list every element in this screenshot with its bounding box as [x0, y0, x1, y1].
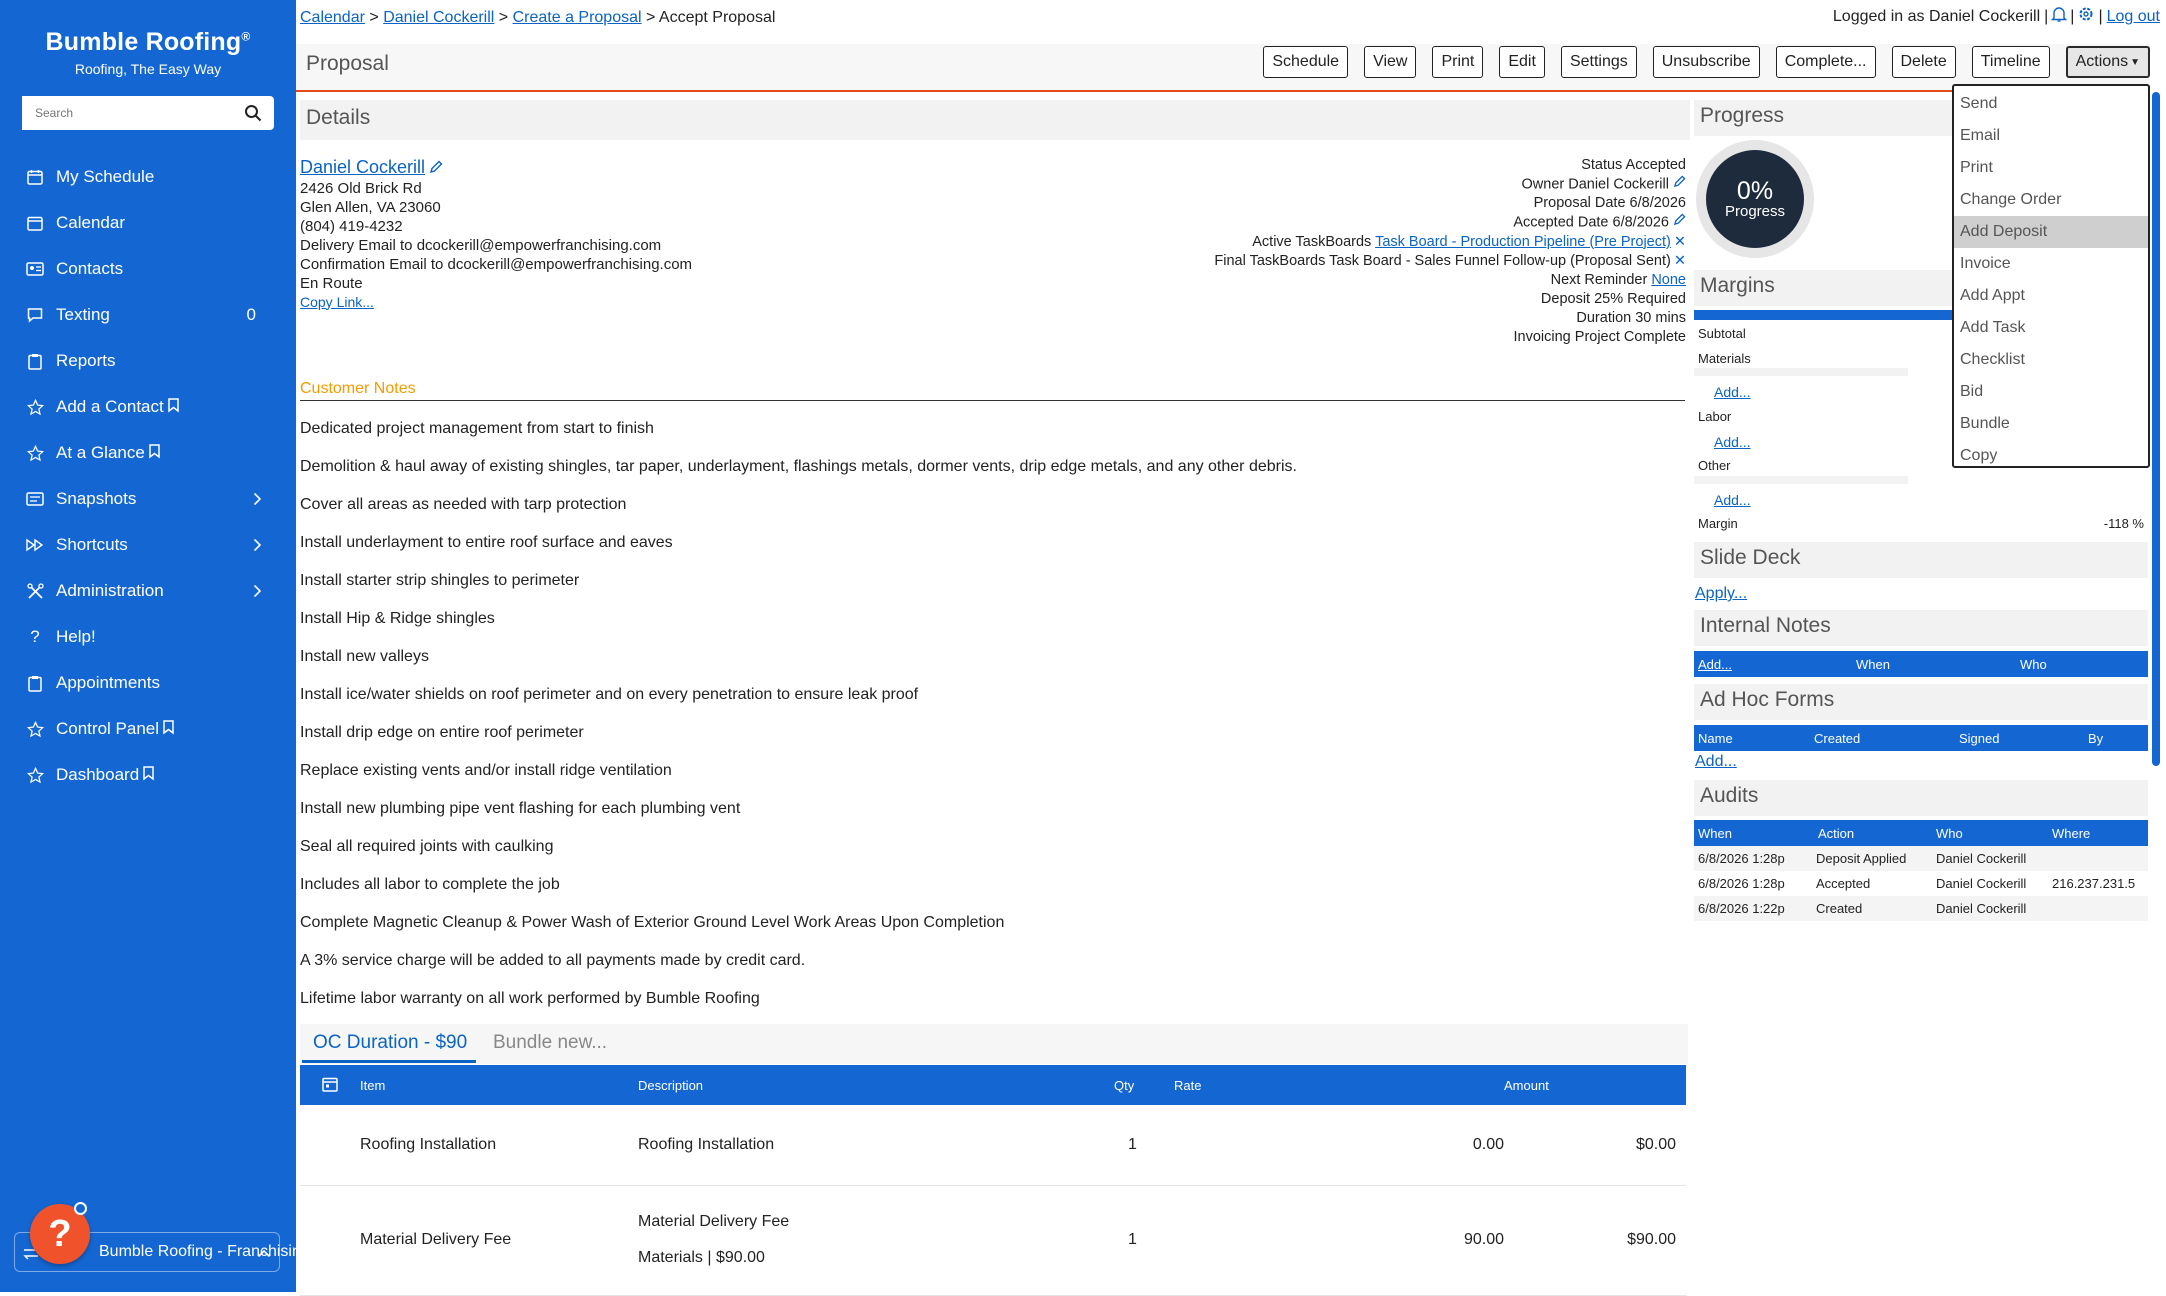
- proposal-date: Proposal Date 6/8/2026: [1533, 195, 1686, 212]
- delete-button[interactable]: Delete: [1892, 46, 1956, 78]
- breadcrumb-separator: >: [369, 9, 379, 26]
- bookmark-icon: [168, 397, 179, 417]
- audit-who: Daniel Cockerill: [1936, 876, 2027, 891]
- tab-bundle-new[interactable]: Bundle new...: [493, 1032, 608, 1053]
- item-rate: 90.00: [1174, 1185, 1504, 1295]
- calendar-check-icon: [26, 168, 44, 186]
- menu-item-change-order[interactable]: Change Order: [1960, 191, 2062, 208]
- column-header-description[interactable]: Description: [638, 1077, 704, 1093]
- item-name: Material Delivery Fee: [360, 1185, 638, 1295]
- sidebar-item-label: Snapshots: [56, 489, 137, 508]
- page-header: [296, 44, 2150, 92]
- actions-dropdown-menu: [1952, 84, 2150, 468]
- margin-value: -118 %: [2103, 516, 2144, 531]
- item-qty: 1: [1114, 1105, 1174, 1185]
- copy-link[interactable]: Copy Link...: [300, 293, 374, 310]
- column-header-created: Created: [1814, 731, 1861, 746]
- item-amount: $0.00: [1504, 1105, 1686, 1185]
- column-header-amount[interactable]: Amount: [1504, 1077, 1549, 1093]
- ad-hoc-forms-title: Ad Hoc Forms: [1694, 684, 2148, 720]
- margin-bar: [1694, 310, 1954, 320]
- audit-where: 216.237.231.5: [2052, 876, 2136, 891]
- sidebar-item-label: Appointments: [56, 673, 160, 692]
- search-icon[interactable]: [244, 104, 262, 127]
- margin-materials-label: Materials: [1698, 351, 1751, 366]
- column-header-rate[interactable]: Rate: [1174, 1077, 1202, 1093]
- forward-icon: [26, 536, 44, 554]
- breadcrumb-contact[interactable]: Daniel Cockerill: [383, 9, 495, 26]
- menu-item-add-task[interactable]: Add Task: [1960, 319, 2026, 336]
- schedule-button[interactable]: Schedule: [1263, 46, 1348, 78]
- settings-button[interactable]: Settings: [1561, 46, 1637, 78]
- sidebar-item-reports[interactable]: [0, 338, 296, 384]
- audit-action: Accepted: [1816, 876, 1871, 891]
- progress-indicator: [1706, 150, 1804, 248]
- audit-who: Daniel Cockerill: [1936, 851, 2027, 866]
- clipboard-icon: [26, 352, 44, 370]
- sidebar-item-label: At a Glance: [56, 443, 145, 462]
- progress-value: 0%: [1736, 176, 1774, 205]
- actions-button-label: Actions: [2075, 53, 2129, 70]
- sidebar-item-label: Add a Contact: [56, 397, 164, 416]
- divider: [300, 400, 1685, 401]
- audit-action: Created: [1816, 901, 1863, 916]
- confirmation-email: Confirmation Email to dcockerill@empowerfranchising.com: [300, 255, 693, 273]
- sidebar-item-help[interactable]: [0, 614, 296, 660]
- internal-notes-header: [1694, 651, 2148, 677]
- breadcrumb-calendar[interactable]: Calendar: [300, 9, 365, 26]
- help-bubble-label: ?: [48, 1212, 72, 1255]
- line-items-table: [300, 1065, 1686, 1296]
- search-input[interactable]: [22, 96, 232, 130]
- column-header-item[interactable]: Item: [360, 1077, 386, 1093]
- audit-row: [1694, 871, 2148, 896]
- menu-item-bundle[interactable]: Bundle: [1960, 415, 2010, 432]
- sidebar-item-label: Help!: [56, 627, 96, 646]
- brand-name: Bumble Roofing: [45, 28, 242, 56]
- note-item: Demolition & haul away of existing shingles, tar paper, underlayment, flashings metals, dormer vents, drip edge metals, and any other debris.: [300, 458, 1297, 475]
- sidebar-item-administration[interactable]: [0, 568, 296, 614]
- item-name: Roofing Installation: [360, 1105, 638, 1185]
- calendar-icon: [26, 214, 44, 232]
- progress-label: Progress: [1724, 202, 1786, 220]
- sidebar-item-label: Calendar: [56, 213, 125, 232]
- add-ad-hoc-form-link[interactable]: Add...: [1695, 753, 1737, 770]
- audit-row: [1694, 846, 2148, 871]
- details-section-title: Details: [300, 100, 1690, 140]
- column-header-by: By: [2088, 731, 2104, 746]
- chevron-right-icon: [253, 583, 262, 603]
- note-item: Install underlayment to entire roof surface and eaves: [300, 534, 673, 551]
- audit-when: 6/8/2026 1:28p: [1698, 851, 1785, 866]
- active-taskboard-link[interactable]: Task Board - Production Pipeline (Pre Project): [1375, 233, 1671, 250]
- bookmark-icon: [163, 719, 174, 739]
- note-item: Install starter strip shingles to perimeter: [300, 572, 580, 589]
- camera-icon: [26, 490, 44, 508]
- tools-icon: [26, 582, 44, 600]
- breadcrumb-create-proposal[interactable]: Create a Proposal: [512, 9, 642, 26]
- item-qty: 1: [1114, 1185, 1174, 1295]
- menu-item-copy[interactable]: Copy: [1960, 447, 1998, 464]
- breadcrumb-current: Accept Proposal: [658, 9, 776, 26]
- sidebar-item-texting[interactable]: [0, 292, 296, 338]
- menu-item-send[interactable]: Send: [1960, 95, 1998, 112]
- actions-button[interactable]: [2066, 46, 2150, 78]
- column-header-name: Name: [1698, 731, 1733, 746]
- sidebar-item-label: Reports: [56, 351, 116, 370]
- sidebar-item-label: Control Panel: [56, 719, 160, 738]
- slide-deck-title: Slide Deck: [1694, 542, 2148, 578]
- item-description-detail: Materials | $90.00: [638, 1249, 765, 1266]
- logged-in-text: Logged in as Daniel Cockerill: [1832, 7, 2041, 25]
- complete-button[interactable]: Complete...: [1776, 46, 1876, 78]
- column-header-when: When: [1856, 657, 1890, 672]
- question-icon: ?: [30, 627, 40, 646]
- column-header-where: Where: [2052, 826, 2091, 841]
- sidebar-item-dashboard[interactable]: [0, 752, 296, 798]
- timeline-button[interactable]: Timeline: [1972, 46, 2050, 78]
- ad-hoc-forms-header: [1694, 725, 2148, 751]
- sidebar-item-my-schedule[interactable]: [0, 154, 296, 200]
- sidebar-item-label: Texting: [56, 305, 110, 324]
- login-separator: |: [2098, 7, 2103, 25]
- gear-icon[interactable]: [2078, 6, 2094, 27]
- bundle-tabs: [300, 1024, 1688, 1064]
- sidebar-item-add-a-contact[interactable]: [0, 384, 296, 430]
- audit-when: 6/8/2026 1:28p: [1698, 876, 1785, 891]
- pencil-icon[interactable]: [1673, 213, 1686, 232]
- item-description: Roofing Installation: [638, 1105, 1114, 1185]
- print-button[interactable]: Print: [1432, 46, 1483, 78]
- contact-card-icon: [26, 260, 44, 278]
- margins-section-title: Margins: [1694, 270, 2148, 306]
- edit-button[interactable]: Edit: [1499, 46, 1545, 78]
- toolbar: [1263, 46, 2150, 78]
- chevron-right-icon: [253, 491, 262, 511]
- sidebar-item-label: My Schedule: [56, 167, 155, 186]
- slide-deck-apply-link[interactable]: Apply...: [1695, 585, 1748, 602]
- customer-phone: (804) 419-4232: [300, 217, 403, 235]
- chevron-right-icon: [253, 537, 262, 557]
- margin-label: Margin: [1698, 516, 1738, 531]
- margin-labor-label: Labor: [1698, 409, 1732, 424]
- sidebar-search: [22, 96, 274, 130]
- note-item: Install new plumbing pipe vent flashing for each plumbing vent: [300, 800, 741, 817]
- column-header-when: When: [1698, 826, 1732, 841]
- internal-notes-title: Internal Notes: [1694, 610, 2148, 646]
- margin-row-bg: [1694, 476, 1908, 484]
- caret-down-icon: ▼: [2130, 56, 2140, 68]
- sidebar-nav: [0, 154, 296, 798]
- add-materials-link[interactable]: Add...: [1714, 384, 1751, 400]
- note-item: Lifetime labor warranty on all work performed by Bumble Roofing: [300, 990, 760, 1007]
- texting-count-badge: 0: [246, 305, 256, 324]
- add-labor-link[interactable]: Add...: [1714, 434, 1751, 450]
- brand-registered-mark: ®: [241, 29, 251, 44]
- brand-tagline: Roofing, The Easy Way: [74, 61, 222, 77]
- accepted-date: Accepted Date 6/8/2026: [1513, 214, 1669, 231]
- login-separator: |: [2070, 7, 2075, 25]
- page-title: Proposal: [306, 52, 389, 75]
- column-header-who: Who: [1936, 826, 1963, 841]
- audit-row: [1694, 896, 2148, 921]
- customer-info: [300, 158, 692, 312]
- login-separator: |: [2044, 7, 2049, 25]
- tab-oc-duration[interactable]: OC Duration - $90: [302, 1032, 476, 1063]
- margin-row-bg: [1694, 368, 1908, 376]
- audits-header: [1694, 820, 2148, 846]
- calendar-icon[interactable]: [322, 1080, 338, 1095]
- customer-address-line2: Glen Allen, VA 23060: [300, 198, 441, 216]
- customer-notes-label: Customer Notes: [300, 380, 416, 397]
- help-notification-dot: [74, 1202, 87, 1215]
- column-header-qty[interactable]: Qty: [1114, 1077, 1135, 1093]
- column-header-signed: Signed: [1959, 731, 2000, 746]
- proposal-status: Status Accepted: [1581, 157, 1686, 173]
- clipboard-icon: [26, 674, 44, 692]
- progress-section-title: Progress: [1694, 100, 2148, 136]
- unsubscribe-button[interactable]: Unsubscribe: [1653, 46, 1760, 78]
- next-reminder-label: Next Reminder: [1550, 271, 1648, 288]
- sidebar-item-contacts[interactable]: [0, 246, 296, 292]
- note-item: Cover all areas as needed with tarp protection: [300, 496, 627, 513]
- table-header-row: [300, 1065, 1686, 1105]
- active-taskboards-label: Active TaskBoards: [1252, 233, 1372, 250]
- breadcrumb: [300, 9, 775, 27]
- star-icon: [26, 766, 44, 784]
- invoicing: Invoicing Project Complete: [1513, 328, 1686, 345]
- pencil-icon[interactable]: [1673, 175, 1686, 194]
- sidebar-item-at-a-glance[interactable]: [0, 430, 296, 476]
- logout-link[interactable]: Log out: [2106, 7, 2160, 25]
- sidebar-item-label: Administration: [56, 581, 164, 600]
- chat-icon: [26, 306, 44, 324]
- table-row[interactable]: [300, 1105, 1686, 1185]
- next-reminder-link[interactable]: None: [1651, 271, 1686, 288]
- sidebar-item-snapshots[interactable]: [0, 476, 296, 522]
- deposit-requirement: Deposit 25% Required: [1540, 290, 1686, 307]
- sidebar: [0, 0, 310, 1292]
- note-item: Replace existing vents and/or install ridge ventilation: [300, 762, 672, 779]
- sidebar-item-label: Shortcuts: [56, 535, 128, 554]
- customer-address-line1: 2426 Old Brick Rd: [300, 179, 422, 197]
- view-button[interactable]: View: [1364, 46, 1416, 78]
- breadcrumb-separator: >: [498, 9, 509, 26]
- chevron-up-icon: [257, 1245, 271, 1263]
- audits-title: Audits: [1694, 780, 2148, 816]
- remove-icon[interactable]: ✕: [1673, 233, 1686, 250]
- note-item: Seal all required joints with caulking: [300, 838, 554, 855]
- bookmark-icon: [149, 443, 160, 463]
- note-item: Install new valleys: [300, 648, 429, 665]
- note-item: Install ice/water shields on roof perimeter and on every penetration to ensure leak proof: [300, 686, 919, 703]
- note-item: Install Hip & Ridge shingles: [300, 610, 495, 627]
- margin-subtotal-label: Subtotal: [1698, 326, 1746, 341]
- star-icon: [26, 398, 44, 416]
- audit-when: 6/8/2026 1:22p: [1698, 901, 1785, 916]
- note-item: Includes all labor to complete the job: [300, 876, 560, 893]
- login-info: [1833, 6, 2160, 27]
- margin-other-label: Other: [1698, 458, 1731, 473]
- item-amount: $90.00: [1504, 1185, 1686, 1295]
- table-row[interactable]: [300, 1185, 1686, 1295]
- menu-item-invoice[interactable]: Invoice: [1960, 255, 2011, 272]
- add-other-link[interactable]: Add...: [1714, 492, 1751, 508]
- proposal-meta: [1214, 156, 1686, 347]
- sidebar-item-appointments[interactable]: [0, 660, 296, 706]
- column-header-action: Action: [1818, 826, 1855, 841]
- brand-logo[interactable]: [0, 28, 296, 77]
- proposal-owner: Owner Daniel Cockerill: [1521, 176, 1669, 193]
- bookmark-icon: [143, 765, 154, 785]
- item-description: Material Delivery Fee: [638, 1213, 790, 1230]
- add-internal-note-link[interactable]: Add...: [1698, 657, 1732, 672]
- column-header-who: Who: [2020, 657, 2047, 672]
- organization-name: Bumble Roofing - Franchising: [99, 1243, 310, 1260]
- note-item: Install drip edge on entire roof perimeter: [300, 724, 584, 741]
- menu-item-add-appt[interactable]: Add Appt: [1960, 287, 2025, 304]
- route-status: En Route: [300, 274, 363, 292]
- audit-action: Deposit Applied: [1816, 851, 1907, 866]
- sidebar-item-control-panel[interactable]: [0, 706, 296, 752]
- star-icon: [26, 720, 44, 738]
- customer-name-link[interactable]: Daniel Cockerill: [300, 157, 426, 177]
- menu-item-add-deposit[interactable]: Add Deposit: [1954, 216, 2148, 248]
- note-item: Complete Magnetic Cleanup & Power Wash of Exterior Ground Level Work Areas Upon Completion: [300, 914, 1005, 931]
- progress-ring: [1696, 140, 1814, 258]
- sidebar-item-shortcuts[interactable]: [0, 522, 296, 568]
- menu-item-checklist[interactable]: Checklist: [1960, 351, 2025, 368]
- menu-item-email[interactable]: Email: [1960, 127, 2001, 144]
- note-item: A 3% service charge will be added to all payments made by credit card.: [300, 952, 806, 969]
- final-taskboards: Final TaskBoards Task Board - Sales Funnel Follow-up (Proposal Sent): [1214, 252, 1671, 269]
- menu-item-bid[interactable]: Bid: [1960, 383, 1984, 400]
- vertical-scrollbar[interactable]: [2152, 92, 2160, 766]
- star-icon: [26, 444, 44, 462]
- delivery-email: Delivery Email to dcockerill@empowerfranchising.com: [300, 236, 662, 254]
- menu-item-print[interactable]: Print: [1960, 159, 1993, 176]
- bell-icon[interactable]: [2052, 6, 2066, 27]
- sidebar-item-label: Dashboard: [56, 765, 140, 784]
- audit-who: Daniel Cockerill: [1936, 901, 2027, 916]
- pencil-icon[interactable]: [429, 160, 443, 179]
- sidebar-item-calendar[interactable]: [0, 200, 296, 246]
- item-rate: 0.00: [1174, 1105, 1504, 1185]
- sidebar-item-label: Contacts: [56, 259, 124, 278]
- customer-notes-list: [300, 418, 1685, 1026]
- remove-icon[interactable]: ✕: [1673, 252, 1686, 269]
- duration: Duration 30 mins: [1576, 309, 1686, 326]
- breadcrumb-separator: >: [646, 9, 656, 26]
- note-item: Dedicated project management from start to finish: [300, 420, 654, 437]
